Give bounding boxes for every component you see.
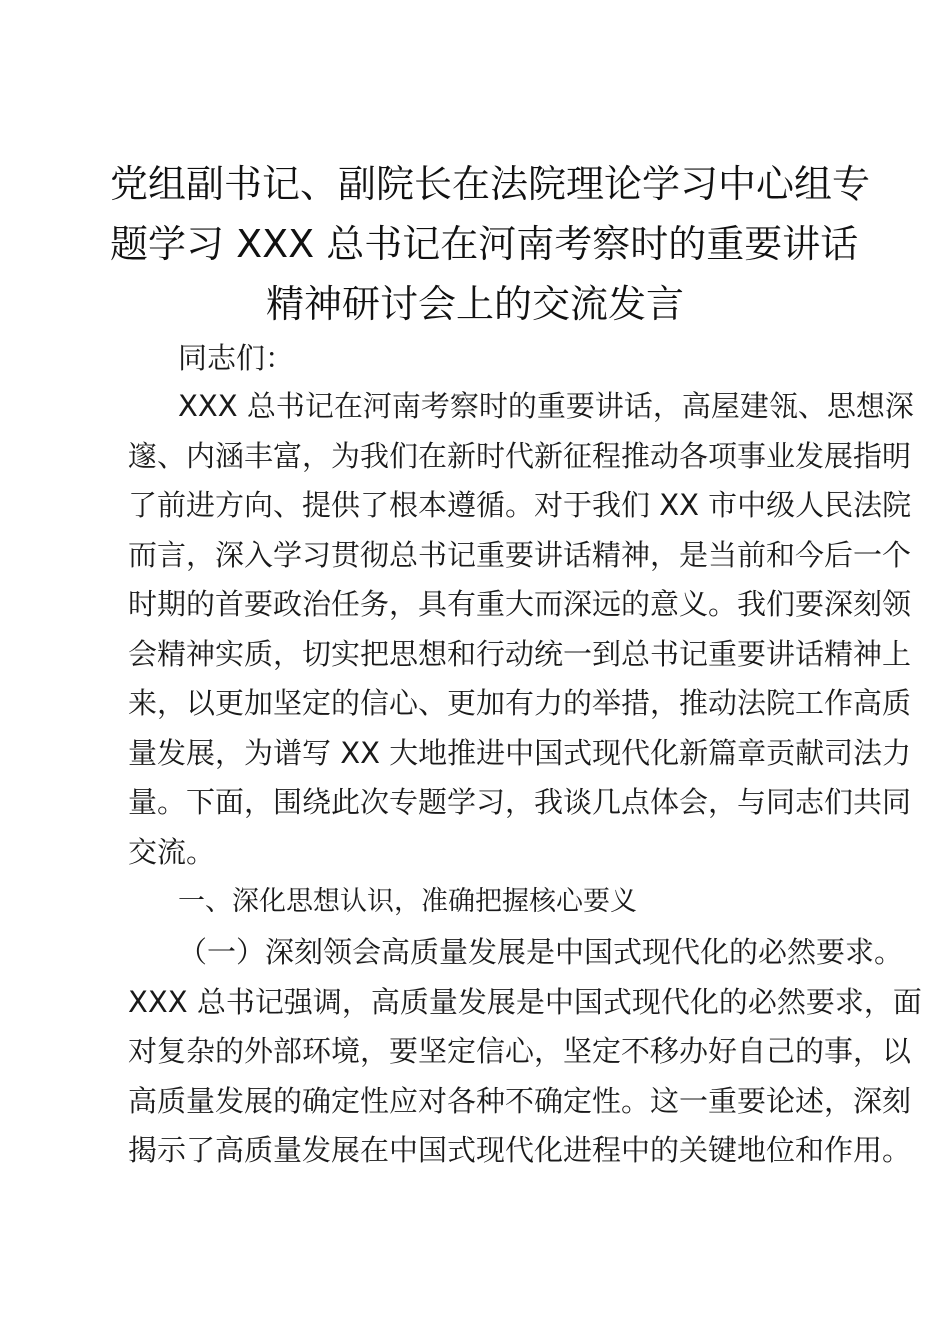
paragraph-line: 了前进方向、提供了根本遵循。对于我们 XX 市中级人民法院: [128, 488, 912, 522]
greeting-text: 同志们：: [178, 341, 295, 375]
paragraph-line: XXX 总书记在河南考察时的重要讲话，高屋建瓴、思想深: [178, 389, 914, 423]
title-line: 精神研讨会上的交流发言: [265, 282, 684, 326]
paragraph-1: [128, 382, 914, 877]
greeting: [128, 334, 843, 384]
paragraph-line: （一）深刻领会高质量发展是中国式现代化的必然要求。: [178, 935, 904, 969]
title-line: 党组副书记、副院长在法院理论学习中心组专: [110, 162, 871, 206]
paragraph-line: 会精神实质，切实把思想和行动统一到总书记重要讲话精神上: [128, 636, 912, 671]
paragraph-line: 时期的首要政治任务，具有重大而深远的意义。我们要深刻领: [128, 587, 912, 621]
section-heading: [128, 877, 843, 927]
paragraph-line: 邃、内涵丰富，为我们在新时代新征程推动各项事业发展指明: [128, 438, 912, 473]
paragraph-line: 交流。: [128, 834, 216, 869]
paragraph-line: 揭示了高质量发展在中国式现代化进程中的关键地位和作用。: [128, 1133, 912, 1167]
paragraph-line: 量。下面，围绕此次专题学习，我谈几点体会，与同志们共同: [128, 785, 912, 819]
paragraph-2: [128, 928, 922, 1176]
document-title: [110, 154, 871, 334]
section-heading-text: 一、深化思想认识，准确把握核心要义: [178, 886, 637, 917]
paragraph-line: XXX 总书记强调，高质量发展是中国式现代化的必然要求，面: [128, 984, 922, 1019]
paragraph-line: 而言，深入学习贯彻总书记重要讲话精神，是当前和今后一个: [128, 537, 912, 572]
paragraph-line: 量发展，为谱写 XX 大地推进中国式现代化新篇章贡献司法力: [128, 735, 912, 770]
paragraph-line: 对复杂的外部环境，要坚定信心，坚定不移办好自己的事，以: [128, 1034, 912, 1068]
paragraph-line: 高质量发展的确定性应对各种不确定性。这一重要论述，深刻: [128, 1083, 912, 1118]
paragraph-line: 来，以更加坚定的信心、更加有力的举措，推动法院工作高质: [128, 686, 912, 720]
title-line: 题学习 XXX 总书记在河南考察时的重要讲话: [110, 222, 859, 266]
